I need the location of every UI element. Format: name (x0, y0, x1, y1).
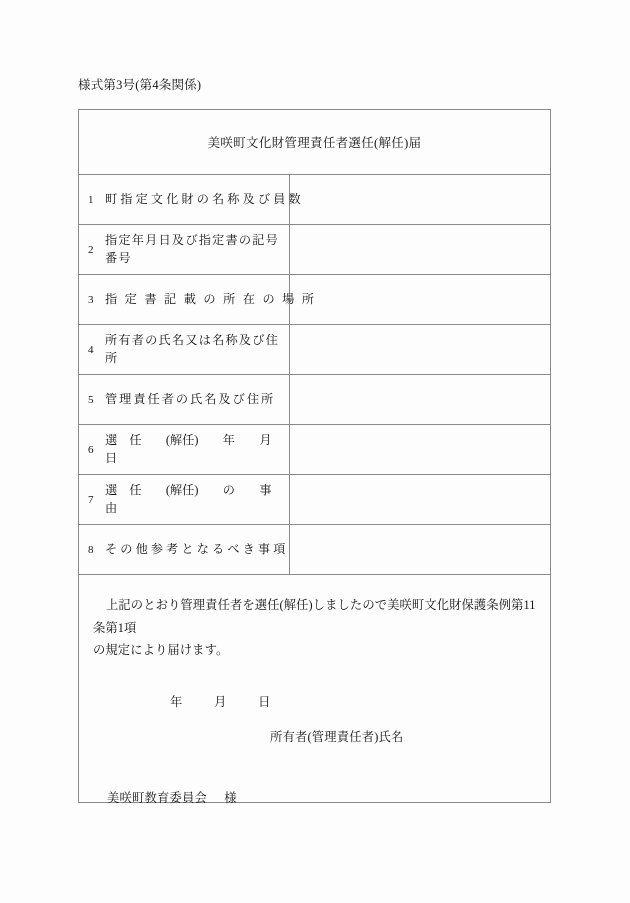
row-label-cell (79, 175, 304, 224)
table-row (79, 375, 550, 425)
form-frame (78, 109, 551, 806)
statement-block (79, 575, 550, 806)
row-label: その他参考となるべき事項 (105, 541, 289, 556)
statement-line-2: の規定により届けます。 (93, 643, 229, 658)
row-value-field[interactable] (290, 175, 550, 224)
row-label: 指定年月日及び指定書の記号番号 (105, 232, 280, 265)
addressee-honorific: 様 (224, 791, 237, 806)
row-label-cell (79, 375, 290, 424)
row-label-cell (79, 525, 290, 574)
date-line (170, 692, 536, 710)
row-number: 7 (88, 493, 94, 506)
signature-label: 所有者(管理責任者)氏名 (270, 730, 404, 745)
title-band (79, 110, 550, 175)
table-row (79, 325, 550, 375)
date-year-label: 年 (170, 695, 183, 710)
addressee-line (107, 788, 536, 806)
row-value-field[interactable] (290, 325, 550, 374)
row-value-field[interactable] (290, 425, 550, 474)
signature-line (270, 727, 536, 745)
row-number: 5 (88, 393, 94, 406)
row-number: 6 (88, 443, 94, 456)
row-label: 選 任 (解任) の 事 由 (105, 482, 296, 515)
table-row (79, 425, 550, 475)
row-value-field[interactable] (290, 475, 550, 524)
row-value-field[interactable] (290, 525, 550, 574)
table-row (79, 275, 550, 325)
row-label-cell (79, 475, 296, 524)
row-value-field[interactable] (290, 225, 550, 274)
row-label: 町指定文化財の名称及び員数 (105, 191, 304, 206)
addressee-name: 美咲町教育委員会 (107, 791, 207, 806)
row-value-field[interactable] (290, 275, 550, 324)
row-number: 3 (88, 293, 94, 306)
row-number: 1 (88, 193, 94, 206)
date-day-label: 日 (258, 695, 271, 710)
row-label-cell (79, 325, 290, 374)
row-number: 8 (88, 543, 94, 556)
row-label-cell (79, 275, 322, 324)
date-month-label: 月 (214, 695, 227, 710)
table-row (79, 175, 550, 225)
row-label: 選 任 (解任) 年 月 日 (105, 432, 296, 465)
row-number: 2 (88, 243, 94, 256)
row-label: 指定書記載の所在の場所 (105, 291, 322, 306)
row-label: 所有者の氏名又は名称及び住所 (105, 332, 280, 365)
form-number: 様式第3号(第4条関係) (78, 78, 202, 92)
document-title: 美咲町文化財管理責任者選任(解任)届 (207, 136, 422, 150)
row-label-cell (79, 225, 290, 274)
statement-line-1: 上記のとおり管理責任者を選任(解任)しましたので美咲町文化財保護条例第11条第1項 (93, 598, 536, 635)
row-number: 4 (88, 343, 94, 356)
table-row (79, 225, 550, 275)
form-rows (79, 175, 550, 575)
row-label-cell (79, 425, 296, 474)
table-row (79, 525, 550, 575)
row-label: 管理責任者の氏名及び住所 (105, 391, 276, 406)
row-value-field[interactable] (290, 375, 550, 424)
table-row (79, 475, 550, 525)
